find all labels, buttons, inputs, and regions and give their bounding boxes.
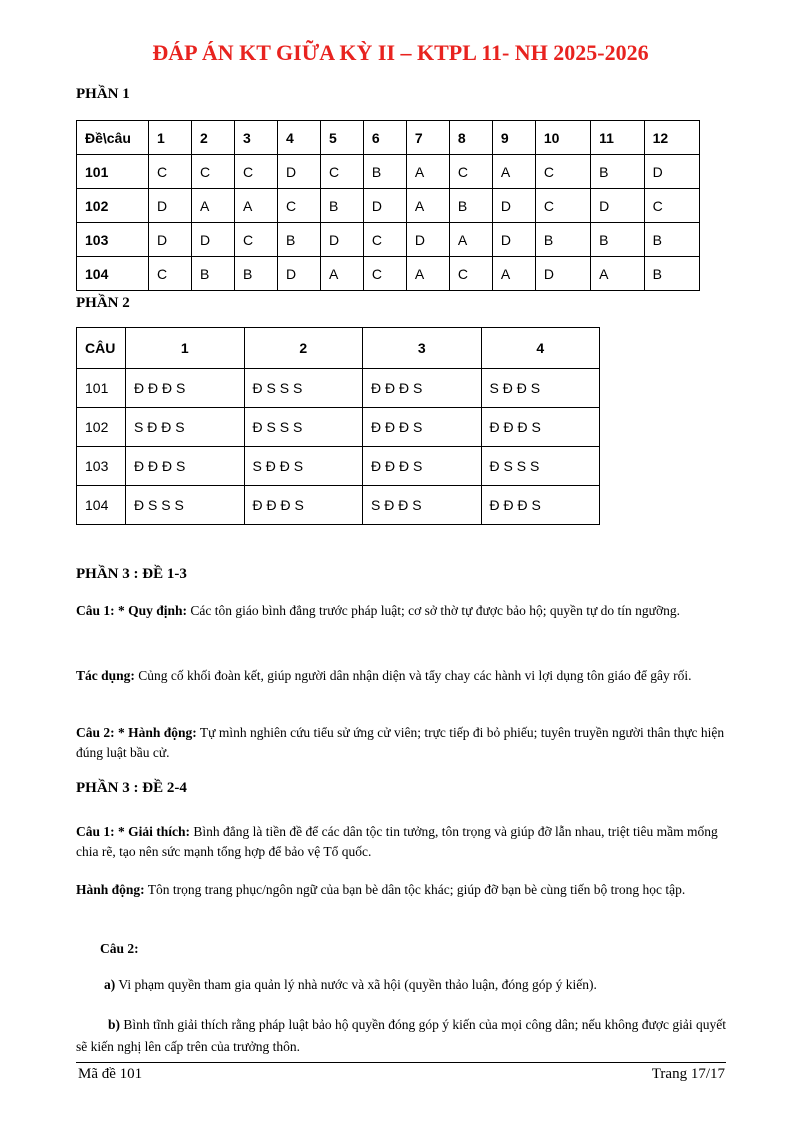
answer-cell: D	[277, 257, 320, 291]
answer-cell: A	[449, 223, 492, 257]
header-cell: 11	[591, 121, 645, 155]
answer-cell: B	[191, 257, 234, 291]
answer-cell: C	[149, 257, 192, 291]
header-cell: 9	[492, 121, 535, 155]
answer-cell: Đ Đ Đ S	[363, 447, 482, 486]
answer-cell: C	[449, 257, 492, 291]
answer-cell: Đ Đ Đ S	[363, 408, 482, 447]
answer-cell: Đ Đ Đ S	[126, 369, 245, 408]
answer-cell: D	[406, 223, 449, 257]
part3b-q1-text: Bình đẳng là tiền đề để các dân tộc tin tưởng, tôn trọng và giúp đỡ lẫn nhau, triệt tiêu mầm mống chia rẽ, tạo nên sức mạnh tổng hợp để bảo vệ Tổ quốc.	[76, 824, 718, 859]
exam-code-cell: 103	[77, 447, 126, 486]
part3b-q2-label	[100, 938, 700, 960]
answer-cell: D	[591, 189, 645, 223]
table-row	[77, 408, 600, 447]
part3b-action	[76, 880, 726, 900]
answer-cell: S Đ Đ S	[363, 486, 482, 525]
answer-cell: Đ Đ Đ S	[244, 486, 363, 525]
header-cell: 12	[644, 121, 699, 155]
answer-cell: Đ S S S	[481, 447, 600, 486]
answer-cell: A	[191, 189, 234, 223]
header-cell: 3	[234, 121, 277, 155]
answer-cell: B	[644, 257, 699, 291]
header-cell: 7	[406, 121, 449, 155]
header-cell: 1	[149, 121, 192, 155]
table-row	[77, 369, 600, 408]
part3a-effect-text: Củng cố khối đoàn kết, giúp người dân nhận diện và tẩy chay các hành vi lợi dụng tôn giáo để gây rối.	[134, 668, 692, 683]
table-row	[77, 486, 600, 525]
answer-cell: D	[149, 223, 192, 257]
header-cell: 8	[449, 121, 492, 155]
exam-code-cell: 101	[77, 155, 149, 189]
part3b-q2b-label: b)	[108, 1017, 121, 1032]
exam-code-cell: 101	[77, 369, 126, 408]
answer-cell: C	[277, 189, 320, 223]
answer-cell: B	[535, 223, 590, 257]
page-title: ĐÁP ÁN KT GIỮA KỲ II – KTPL 11- NH 2025-2026	[152, 40, 649, 65]
answer-cell: Đ S S S	[244, 369, 363, 408]
header-cell: 2	[244, 328, 363, 369]
part2-answer-table	[76, 327, 600, 525]
exam-code-cell: 102	[77, 408, 126, 447]
answer-cell: D	[535, 257, 590, 291]
part3a-effect-label: Tác dụng:	[76, 668, 135, 683]
answer-cell: Đ S S S	[244, 408, 363, 447]
table-row	[77, 189, 700, 223]
exam-code-cell: 104	[77, 486, 126, 525]
part3b-q2-label-text: Câu 2:	[100, 941, 139, 956]
exam-code-cell: 103	[77, 223, 149, 257]
answer-cell: D	[492, 223, 535, 257]
answer-cell: A	[234, 189, 277, 223]
part1-heading: PHẦN 1	[76, 86, 130, 102]
answer-cell: A	[406, 257, 449, 291]
answer-cell: D	[492, 189, 535, 223]
answer-cell: D	[149, 189, 192, 223]
footer-page-number: Trang 17/17	[651, 1066, 725, 1082]
answer-cell: A	[492, 257, 535, 291]
answer-cell: B	[234, 257, 277, 291]
answer-cell: D	[644, 155, 699, 189]
header-cell: 4	[277, 121, 320, 155]
answer-cell: B	[277, 223, 320, 257]
answer-cell: B	[591, 155, 645, 189]
part3b-q2a-text: Vi phạm quyền tham gia quản lý nhà nước và xã hội (quyền thảo luận, đóng góp ý kiến).	[115, 977, 597, 992]
answer-cell: S Đ Đ S	[126, 408, 245, 447]
answer-cell: Đ Đ Đ S	[126, 447, 245, 486]
answer-cell: Đ Đ Đ S	[481, 408, 600, 447]
part3a-q2	[76, 723, 726, 763]
answer-cell: S Đ Đ S	[481, 369, 600, 408]
answer-cell: A	[406, 189, 449, 223]
answer-cell: C	[320, 155, 363, 189]
part3b-action-label: Hành động:	[76, 882, 145, 897]
header-cell: CÂU	[77, 328, 126, 369]
table-row	[77, 447, 600, 486]
part3b-q2b-text: Bình tĩnh giải thích rằng pháp luật bảo hộ quyền đóng góp ý kiến của mọi công dân; nếu không được giải quyết sẽ kiến nghị lên cấp trên của trưởng thôn.	[76, 1017, 726, 1054]
answer-cell: C	[535, 189, 590, 223]
answer-cell: B	[363, 155, 406, 189]
answer-cell: C	[149, 155, 192, 189]
answer-cell: C	[363, 223, 406, 257]
answer-cell: C	[363, 257, 406, 291]
part3a-effect	[76, 666, 726, 686]
footer-divider	[76, 1062, 726, 1063]
part3a-heading: PHẦN 3 : ĐỀ 1-3	[76, 566, 187, 582]
answer-cell: Đ Đ Đ S	[363, 369, 482, 408]
header-cell: 4	[481, 328, 600, 369]
table-row	[77, 223, 700, 257]
answer-cell: A	[320, 257, 363, 291]
header-cell: 5	[320, 121, 363, 155]
answer-cell: B	[591, 223, 645, 257]
answer-cell: C	[234, 223, 277, 257]
part3b-q1	[76, 822, 726, 862]
part3b-heading: PHẦN 3 : ĐỀ 2-4	[76, 780, 187, 796]
answer-cell: C	[191, 155, 234, 189]
answer-cell: C	[449, 155, 492, 189]
table-row	[77, 257, 700, 291]
answer-cell: A	[406, 155, 449, 189]
footer-exam-code: Mã đề 101	[78, 1066, 143, 1082]
part3a-q2-text: Tự mình nghiên cứu tiểu sử ứng cử viên; trực tiếp đi bỏ phiếu; tuyên truyền người thân thực hiện đúng luật bầu cử.	[76, 725, 725, 760]
answer-cell: A	[591, 257, 645, 291]
part3b-q1-label: Câu 1: * Giải thích:	[76, 824, 191, 839]
part2-heading: PHẦN 2	[76, 295, 130, 311]
answer-cell: B	[644, 223, 699, 257]
part3a-q1	[76, 600, 726, 622]
header-cell: 1	[126, 328, 245, 369]
answer-cell: A	[492, 155, 535, 189]
table-header-row	[77, 121, 700, 155]
part3a-q1-label: Câu 1: * Quy định:	[76, 603, 188, 618]
answer-cell: B	[320, 189, 363, 223]
answer-cell: Đ S S S	[126, 486, 245, 525]
header-cell: 3	[363, 328, 482, 369]
header-cell: Đề\câu	[77, 121, 149, 155]
part3a-q1-text: Các tôn giáo bình đẳng trước pháp luật; cơ sở thờ tự được bảo hộ; quyền tự do tín ngưỡng.	[187, 603, 681, 618]
exam-code-cell: 104	[77, 257, 149, 291]
part3b-q2b	[76, 1014, 726, 1058]
part3b-q2a	[104, 974, 726, 996]
part3b-action-text: Tôn trọng trang phục/ngôn ngữ của bạn bè dân tộc khác; giúp đỡ bạn bè cùng tiến bộ trong học tập.	[144, 882, 686, 897]
answer-cell: B	[449, 189, 492, 223]
answer-cell: C	[644, 189, 699, 223]
part1-answer-table	[76, 120, 700, 291]
header-cell: 6	[363, 121, 406, 155]
table-header-row	[77, 328, 600, 369]
answer-cell: D	[363, 189, 406, 223]
header-cell: 10	[535, 121, 590, 155]
answer-cell: C	[535, 155, 590, 189]
answer-cell: S Đ Đ S	[244, 447, 363, 486]
part3b-q2a-label: a)	[104, 977, 116, 992]
part3a-q2-label: Câu 2: * Hành động:	[76, 725, 197, 740]
answer-cell: D	[320, 223, 363, 257]
table-row	[77, 155, 700, 189]
answer-cell: D	[191, 223, 234, 257]
answer-cell: C	[234, 155, 277, 189]
header-cell: 2	[191, 121, 234, 155]
answer-cell: Đ Đ Đ S	[481, 486, 600, 525]
answer-cell: D	[277, 155, 320, 189]
exam-code-cell: 102	[77, 189, 149, 223]
